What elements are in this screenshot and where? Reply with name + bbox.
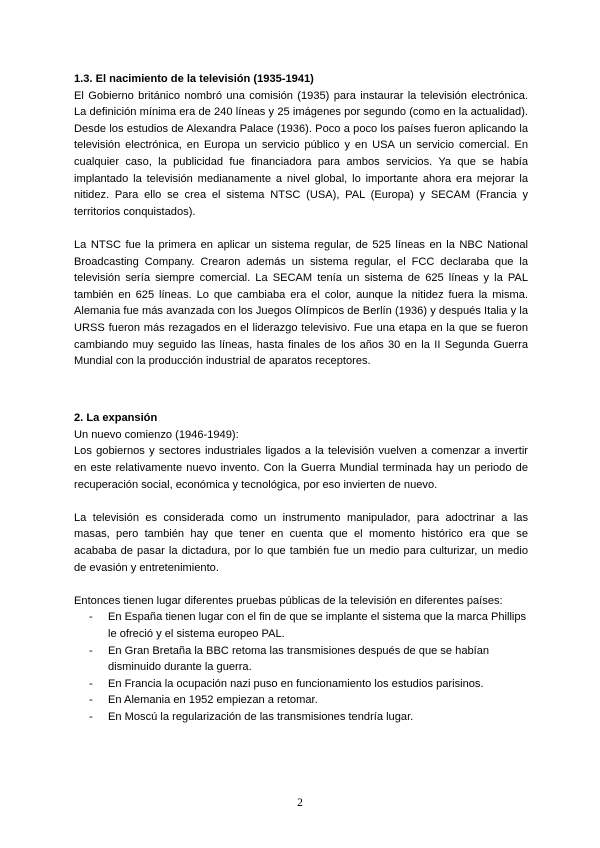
bullet-dash: -	[89, 710, 93, 723]
paragraph: La NTSC fue la primera en aplicar un sistema regular, de 525 líneas en la NBC National Broadcasting Company. Crearon además un sistema regular, el FCC declaraba que la televisión sería siempre comercial. La SECAM tenía un sistema de 625 líneas y la PAL también en 625 líneas. Lo que cambiaba era el color, aunque la nitidez fuera la misma. Alemania fue más avanzada con los Juegos Olímpicos de Berlín (1936) y después Italia y la URSS fueron más rezagados en el liderazgo televisivo. Fue una etapa en la que se fueron cambiando muy seguido las líneas, hasta finales de los años 30 en la II Segunda Guerra Mundial con la producción industrial de aparatos receptores.	[74, 238, 528, 368]
country-list	[74, 609, 528, 725]
section-heading-1: 1.3. El nacimiento de la televisión (1935-1941)	[74, 73, 314, 85]
list-item	[74, 676, 528, 693]
list-item	[74, 609, 528, 642]
paragraph: Entonces tienen lugar diferentes pruebas públicas de la televisión en diferentes países:	[74, 594, 503, 607]
list-item	[74, 709, 528, 726]
section-subtitle: Un nuevo comienzo (1946-1949):	[74, 428, 239, 441]
list-item	[74, 643, 528, 676]
bullet-dash: -	[89, 644, 93, 657]
bullet-dash: -	[89, 694, 93, 707]
spacer	[74, 394, 528, 411]
page-content	[74, 71, 528, 726]
spacer	[74, 493, 528, 510]
list-item-text: En Francia la ocupación nazi puso en funcionamiento los estudios parisinos.	[108, 677, 484, 690]
list-item-text: En Gran Bretaña la BBC retoma las transmisiones después de que se habían disminuido durante la guerra.	[108, 644, 490, 674]
paragraph: El Gobierno británico nombró una comisión (1935) para instaurar la televisión electrónica. La definición mínima era de 240 líneas y 25 imágenes por segundo (como en la actualidad). Desde los estudios de Alexandra Palace (1936). Poco a poco los países fueron aplicando la televisión electrónica, en Europa un servicio público y en USA un servicio comercial. En cualquier caso, la publicidad fue financiadora para ambos servicios. Ya que se había implantado la televisión medianamente a nivel global, lo importante ahora era mejorar la nitidez. Para ello se crea el sistema NTSC (USA), PAL (Europa) y SECAM (Francia y territorios conquistados).	[74, 89, 528, 218]
spacer	[74, 220, 528, 237]
paragraph: Los gobiernos y sectores industriales ligados a la televisión vuelven a comenzar a invertir en este relativamente nuevo invento. Con la Guerra Mundial terminada hay un periodo de recuperación social, económica y tecnológica, por eso invierten de nuevo.	[74, 445, 528, 491]
paragraph: La televisión es considerada como un instrumento manipulador, para adoctrinar a las masas, pero también hay que tener en cuenta que el momento histórico era que se acababa de pasar la dictadura, por lo que también fue un medio para culturizar, un medio de evasión y entretenimiento.	[74, 511, 528, 574]
list-item-text: En España tienen lugar con el fin de que se implante el sistema que la marca Phillips le ofreció y el sistema europeo PAL.	[108, 611, 527, 640]
spacer	[74, 370, 528, 394]
list-item	[74, 692, 528, 709]
list-item-text: En Moscú la regularización de las transmisiones tendría lugar.	[108, 710, 414, 723]
spacer	[74, 576, 528, 593]
section-heading-2: 2. La expansión	[74, 412, 158, 425]
page-number: 2	[297, 797, 303, 809]
bullet-dash: -	[89, 677, 93, 690]
list-item-text: En Alemania en 1952 empiezan a retomar.	[108, 694, 318, 707]
bullet-dash: -	[89, 611, 93, 624]
